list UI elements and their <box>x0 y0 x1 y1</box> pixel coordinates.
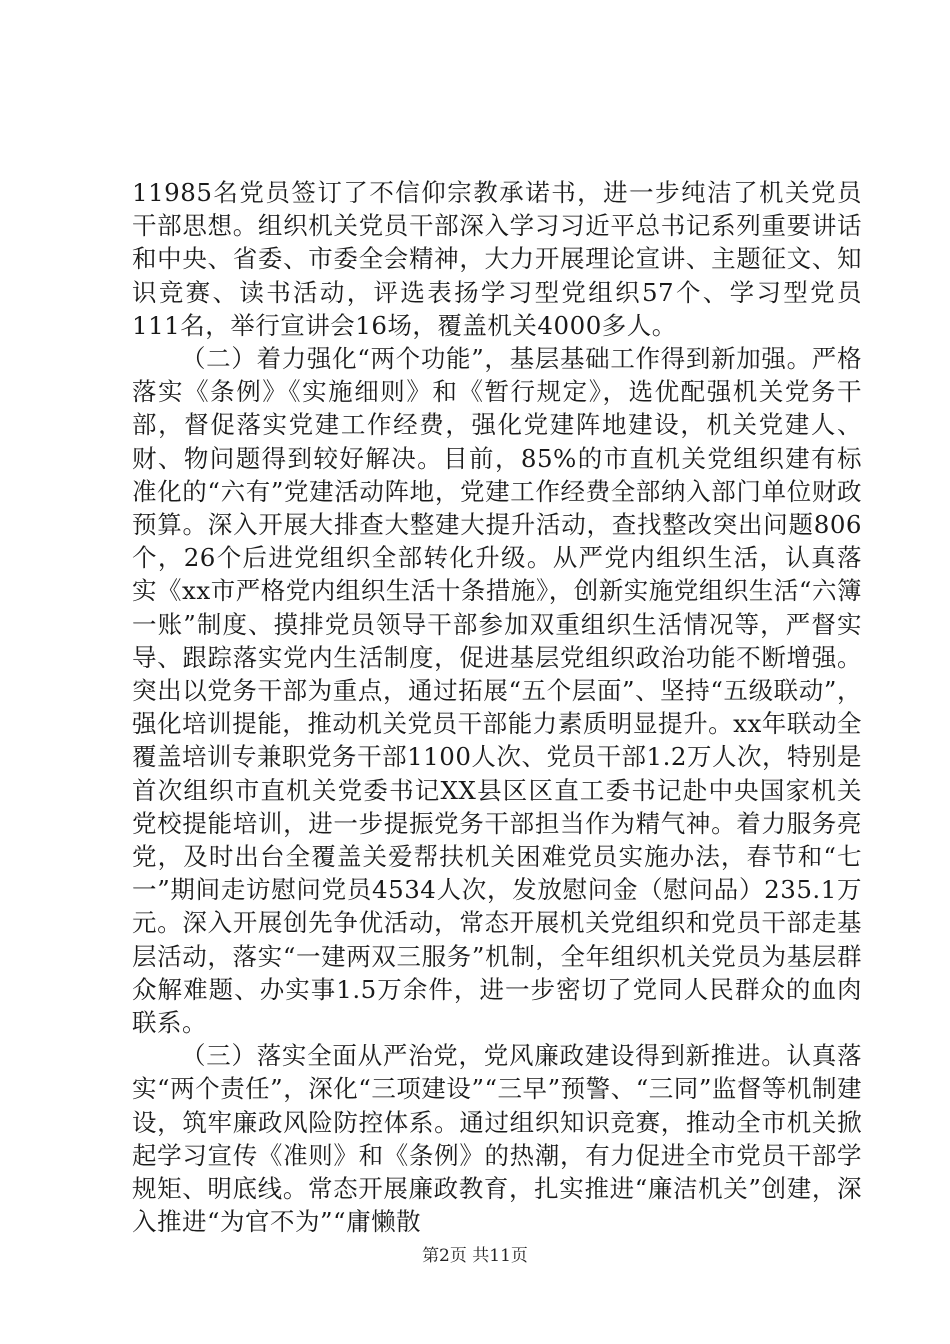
page-number-label: 第2页 共11页 <box>422 1246 528 1266</box>
document-body <box>132 176 862 1239</box>
page-footer <box>0 1241 950 1266</box>
paragraph-2: （二）着力强化“两个功能”，基层基础工作得到新加强。严格落实《条例》《实施细则》和《暂行规定》，选优配强机关党务干部，督促落实党建工作经费，强化党建阵地建设，机关党建人、财、物问题得到较好解决。目前，85%的市直机关党组织建有标准化的“六有”党建活动阵地，党建工作经费全部纳入部门单位财政预算。深入开展大排查大整建大提升活动，查找整改突出问题806个，26个后进党组织全部转化升级。从严党内组织生活，认真落实《xx市严格党内组织生活十条措施》，创新实施党组织生活“六簿一账”制度、摸排党员领导干部参加双重组织生活情况等，严督实导、跟踪落实党内生活制度，促进基层党组织政治功能不断增强。突出以党务干部为重点，通过拓展“五个层面”、坚持“五级联动”，强化培训提能，推动机关党员干部能力素质明显提升。xx年联动全覆盖培训专兼职党务干部1100人次、党员干部1.2万人次，特别是首次组织市直机关党委书记XX县区区直工委书记赴中央国家机关党校提能培训，进一步提振党务干部担当作为精气神。着力服务亮党，及时出台全覆盖关爱帮扶机关困难党员实施办法，春节和“七一”期间走访慰问党员4534人次，发放慰问金（慰问品）235.1万元。深入开展创先争优活动，常态开展机关党组织和党员干部走基层活动，落实“一建两双三服务”机制，全年组织机关党员为基层群众解难题、办实事1.5万余件，进一步密切了党同人民群众的血肉联系。 <box>132 344 862 1038</box>
paragraph-1: 11985名党员签订了不信仰宗教承诺书，进一步纯洁了机关党员干部思想。组织机关党员干部深入学习习近平总书记系列重要讲话和中央、省委、市委全会精神，大力开展理论宣讲、主题征文、知识竞赛、读书活动，评选表扬学习型党组织57个、学习型党员111名，举行宣讲会16场，覆盖机关4000多人。 <box>132 178 862 340</box>
paragraph-3: （三）落实全面从严治党，党风廉政建设得到新推进。认真落实“两个责任”，深化“三项建设”“三早”预警、“三同”监督等机制建设，筑牢廉政风险防控体系。通过组织知识竞赛，推动全市机关掀起学习宣传《准则》和《条例》的热潮，有力促进全市党员干部学规矩、明底线。常态开展廉政教育，扎实推进“廉洁机关”创建，深入推进“为官不为”“庸懒散 <box>132 1041 862 1237</box>
